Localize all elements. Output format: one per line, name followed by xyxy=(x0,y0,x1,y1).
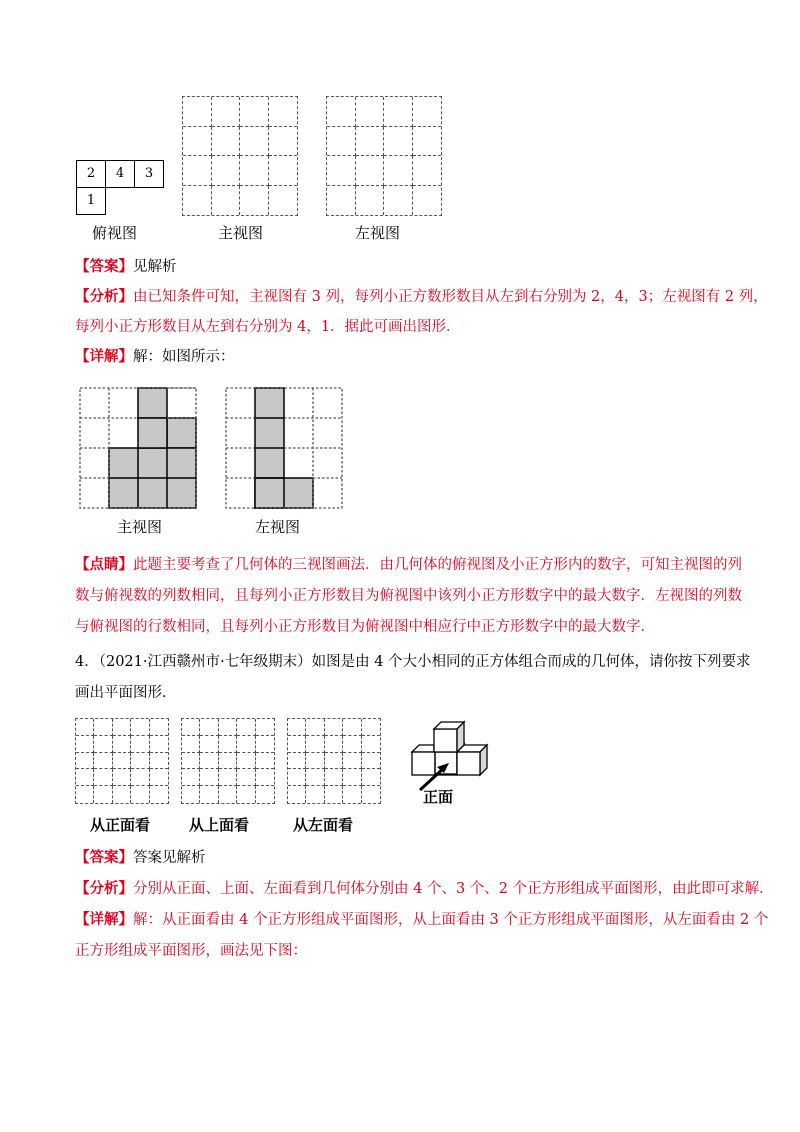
grid-cell xyxy=(413,156,442,186)
q4-stem-text: （2021·江西赣州市·七年级期末）如图是由 4 个大小相同的正方体组合而成的几何体，请你按下列要求 xyxy=(98,654,751,670)
grid-cell xyxy=(306,736,324,753)
grid-cell xyxy=(356,127,385,157)
solution-left-caption: 左视图 xyxy=(255,518,301,536)
q4-stem-line-1 xyxy=(75,652,751,672)
left-view-caption: 左视图 xyxy=(355,224,401,242)
analysis-text: 由已知条件可知，主视图有 3 列，每列小正方数形数目从左到右分别为 2，4，3；左视图有 2 列， xyxy=(133,289,768,305)
grid-cell xyxy=(325,719,343,736)
grid-cell xyxy=(76,786,94,803)
grid-cell xyxy=(256,736,274,753)
grid-cell xyxy=(94,786,112,803)
q4-stem-line-2: 画出平面图形． xyxy=(75,685,177,701)
grid-cell xyxy=(94,736,112,753)
grid-cell xyxy=(113,719,131,736)
detail-line xyxy=(75,347,235,367)
grid-cell xyxy=(384,97,413,127)
grid-cell xyxy=(256,769,274,786)
grid-cell xyxy=(306,786,324,803)
grid-cell xyxy=(219,719,237,736)
filled-square xyxy=(138,418,167,448)
grid-cell xyxy=(306,753,324,770)
grid-cell xyxy=(131,736,149,753)
grid-cell xyxy=(237,769,255,786)
grid-cell xyxy=(269,156,298,186)
grid-cell xyxy=(113,786,131,803)
grid-cell xyxy=(182,753,200,770)
front-grid-blank xyxy=(75,718,169,804)
q4-analysis-text: 分别从正面、上面、左面看到几何体分别由 4 个、3 个、2 个正方形组成平面图形，由此即可求解． xyxy=(133,881,774,897)
q4-detail-tag: 【详解】 xyxy=(75,911,133,928)
grid-cell xyxy=(356,97,385,127)
q4-analysis-line xyxy=(75,879,774,899)
q4-detail-line-2: 正方形组成平面图形，画法见下图： xyxy=(75,943,307,959)
grid-cell xyxy=(288,753,306,770)
grid-cell xyxy=(183,156,212,186)
grid-cell xyxy=(183,186,212,216)
grid-cell xyxy=(288,719,306,736)
grid-cell xyxy=(240,156,269,186)
note-line-3: 与俯视图的行数相同，且每列小正方形数目为俯视图中相应行中正方形数字中的最大数字． xyxy=(75,619,655,635)
grid-cell xyxy=(200,786,218,803)
q4-detail-line-1 xyxy=(75,910,768,930)
grid-cell xyxy=(76,769,94,786)
grid-cell xyxy=(212,186,241,216)
grid-cell xyxy=(325,753,343,770)
grid-cell xyxy=(219,736,237,753)
grid-cell xyxy=(240,97,269,127)
grid-cell xyxy=(327,97,356,127)
grid-cell xyxy=(150,719,168,736)
grid-cell xyxy=(183,97,212,127)
grid-cell xyxy=(325,769,343,786)
grid-cell xyxy=(306,719,324,736)
analysis-line-1 xyxy=(75,287,768,307)
note-line-2: 数与俯视数的列数相同，且每列小正方形数目为俯视图中该列小正方形数字中的最大数字．左视图的列数 xyxy=(75,588,742,604)
grid-cell xyxy=(150,736,168,753)
grid-cell xyxy=(384,156,413,186)
answer-tag: 【答案】 xyxy=(75,258,133,275)
grid-cell xyxy=(237,786,255,803)
caption-front: 从正面看 xyxy=(90,816,151,834)
grid-cell xyxy=(131,753,149,770)
grid-cell xyxy=(306,769,324,786)
grid-cell xyxy=(256,786,274,803)
grid-cell xyxy=(327,156,356,186)
grid-cell xyxy=(200,736,218,753)
answer-text: 见解析 xyxy=(133,259,177,275)
answer-line xyxy=(75,257,177,277)
grid-cell xyxy=(182,786,200,803)
grid-cell xyxy=(94,769,112,786)
grid-cell xyxy=(200,753,218,770)
grid-cell xyxy=(343,769,361,786)
grid-cell xyxy=(356,156,385,186)
note-tag: 【点睛】 xyxy=(75,556,133,573)
grid-cell xyxy=(362,786,380,803)
grid-cell xyxy=(327,127,356,157)
grid-cell xyxy=(356,186,385,216)
grid-cell xyxy=(76,736,94,753)
grid-cell xyxy=(362,753,380,770)
grid-cell xyxy=(362,736,380,753)
analysis-line-2: 每列小正方形数目从左到右分别为 4，1．据此可画出图形． xyxy=(75,319,461,335)
grid-cell xyxy=(288,786,306,803)
grid-cell xyxy=(131,769,149,786)
grid-cell xyxy=(384,127,413,157)
grid-cell xyxy=(269,127,298,157)
grid-cell xyxy=(362,719,380,736)
caption-top: 从上面看 xyxy=(189,816,250,834)
grid-cell xyxy=(200,719,218,736)
q4-analysis-tag: 【分析】 xyxy=(75,880,133,897)
grid-cell xyxy=(362,769,380,786)
grid-cell xyxy=(384,186,413,216)
detail-text: 解：如图所示： xyxy=(133,349,235,365)
grid-cell xyxy=(413,97,442,127)
grid-cell xyxy=(256,753,274,770)
grid-cell xyxy=(113,769,131,786)
grid-cell xyxy=(113,753,131,770)
grid-cell xyxy=(288,769,306,786)
grid-cell xyxy=(76,753,94,770)
grid-cell xyxy=(269,186,298,216)
grid-cell xyxy=(150,753,168,770)
left-grid-blank xyxy=(287,718,381,804)
grid-cell xyxy=(237,719,255,736)
grid-cell xyxy=(131,786,149,803)
grid-cell xyxy=(182,736,200,753)
q4-answer-text: 答案见解析 xyxy=(133,850,206,866)
q4-answer-line xyxy=(75,848,206,868)
filled-square xyxy=(167,418,196,448)
note-line-1 xyxy=(75,555,742,575)
analysis-tag: 【分析】 xyxy=(75,288,133,305)
top-view-cell: 3 xyxy=(134,160,164,188)
top-grid-blank xyxy=(181,718,275,804)
grid-cell xyxy=(183,127,212,157)
grid-cell xyxy=(237,736,255,753)
grid-cell xyxy=(212,127,241,157)
solid-front-label: 正面 xyxy=(423,788,454,806)
q4-detail-text: 解：从正面看由 4 个正方形组成平面图形，从上面看由 3 个正方形组成平面图形，从左面看由 2 个 xyxy=(133,912,769,928)
grid-cell xyxy=(325,736,343,753)
grid-cell xyxy=(113,736,131,753)
grid-cell xyxy=(413,186,442,216)
solution-front-caption: 主视图 xyxy=(117,518,163,536)
grid-cell xyxy=(343,719,361,736)
grid-cell xyxy=(343,786,361,803)
grid-cell xyxy=(76,719,94,736)
solution-front-view xyxy=(80,388,200,510)
grid-cell xyxy=(131,719,149,736)
top-view-cell: 2 xyxy=(76,160,106,188)
grid-cell xyxy=(413,127,442,157)
grid-cell xyxy=(240,127,269,157)
grid-cell xyxy=(240,186,269,216)
grid-cell xyxy=(325,786,343,803)
grid-cell xyxy=(219,786,237,803)
grid-cell xyxy=(256,719,274,736)
grid-cell xyxy=(237,753,255,770)
top-view-cell: 1 xyxy=(76,187,106,215)
left-view-grid xyxy=(326,96,442,216)
grid-cell xyxy=(182,719,200,736)
grid-cell xyxy=(94,753,112,770)
grid-cell xyxy=(212,156,241,186)
grid-cell xyxy=(212,97,241,127)
grid-cell xyxy=(219,753,237,770)
top-view-cell: 4 xyxy=(105,160,135,188)
front-view-caption: 主视图 xyxy=(218,224,264,242)
grid-cell xyxy=(269,97,298,127)
top-view-caption: 俯视图 xyxy=(92,224,138,242)
grid-cell xyxy=(343,736,361,753)
grid-cell xyxy=(182,769,200,786)
grid-cell xyxy=(150,786,168,803)
grid-cell xyxy=(327,186,356,216)
solution-left-view xyxy=(226,388,346,510)
grid-cell xyxy=(219,769,237,786)
front-view-grid xyxy=(182,96,298,216)
detail-tag: 【详解】 xyxy=(75,348,133,365)
grid-cell xyxy=(94,719,112,736)
note-text: 此题主要考查了几何体的三视图画法．由几何体的俯视图及小正方形内的数字，可知主视图的列 xyxy=(133,557,742,573)
caption-left: 从左面看 xyxy=(293,816,354,834)
filled-square xyxy=(138,388,167,418)
q4-answer-tag: 【答案】 xyxy=(75,849,133,866)
q4-number: 4． xyxy=(75,654,99,670)
grid-cell xyxy=(343,753,361,770)
grid-cell xyxy=(150,769,168,786)
grid-cell xyxy=(200,769,218,786)
grid-cell xyxy=(288,736,306,753)
